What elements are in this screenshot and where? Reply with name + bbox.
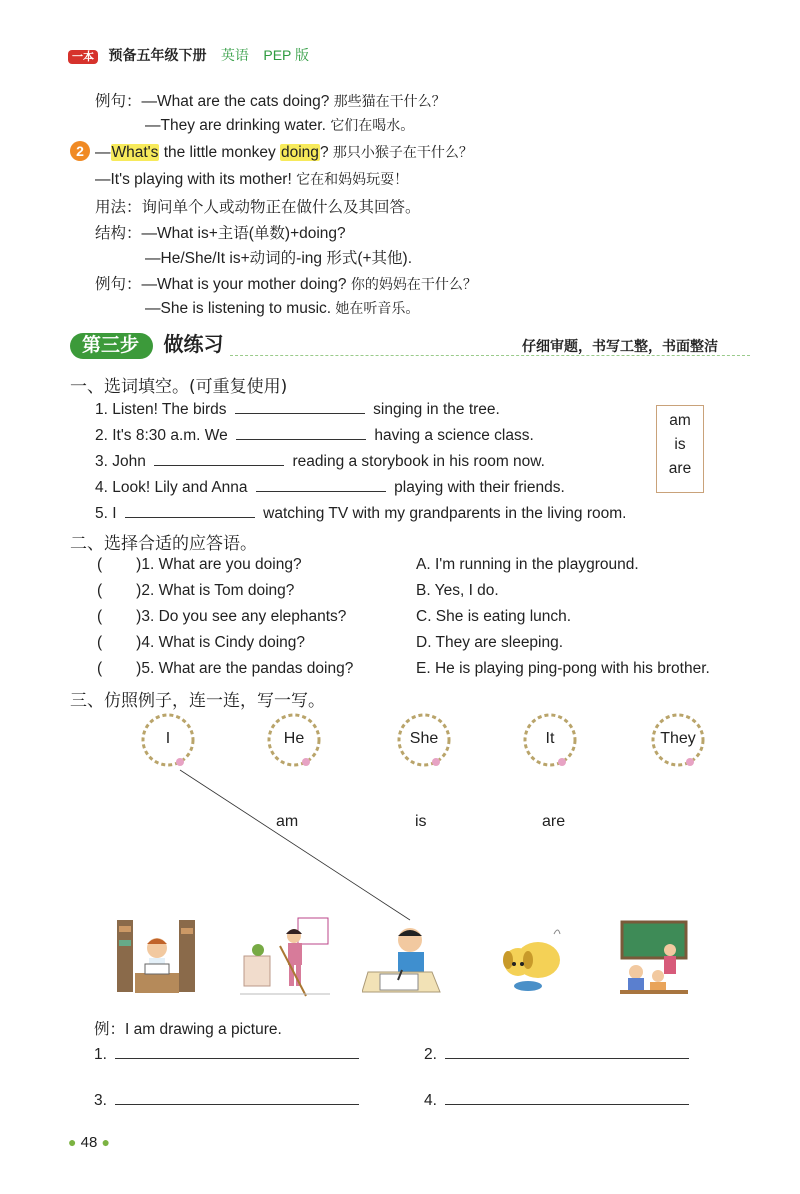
line-number: 3. [94, 1092, 107, 1109]
classroom-icon [620, 920, 688, 998]
example-answer-cn: 它们在喝水。 [330, 118, 415, 134]
write-line-4 [424, 1090, 689, 1110]
pronoun-He[interactable]: He [283, 730, 305, 747]
picture-class[interactable] [620, 920, 688, 998]
answer-paren[interactable]: ( [97, 660, 103, 677]
section2-title: 二、选择合适的应答语。 [70, 534, 257, 554]
line-number: 4. [424, 1092, 437, 1109]
sweeping-icon [240, 916, 330, 998]
section1-title: 一、选词填空。(可重复使用) [70, 377, 288, 397]
section3-title: 三、仿照例子，连一连，写一写。 [70, 691, 325, 711]
example-question: —What are the cats doing? [141, 93, 330, 110]
wreath-I [140, 712, 200, 777]
choice-question: )1. What are you doing? [136, 556, 302, 573]
picture-sweeping-girl[interactable] [240, 916, 330, 998]
choice-answer-A: A. I'm running in the playground. [416, 556, 639, 573]
line-number: 1. [94, 1046, 107, 1063]
wreath-She [396, 712, 456, 777]
fill-pre: 3. John [95, 453, 146, 470]
page-number: 48 [80, 1134, 98, 1151]
picture-drawing-boy[interactable] [362, 920, 444, 998]
fill-post: watching TV with my grandparents in the living room. [263, 505, 627, 522]
book-logo: 一本 [68, 50, 98, 64]
step-motto: 仔细审题，书写工整，书面整洁 [522, 339, 718, 355]
answer-paren[interactable]: ( [97, 634, 103, 651]
line-number: 2. [424, 1046, 437, 1063]
word-are: are [668, 460, 692, 477]
write-input-3[interactable] [115, 1090, 359, 1105]
example-q-2-cn: 你的妈妈在干什么？ [350, 277, 477, 293]
choice-question: )4. What is Cindy doing? [136, 634, 306, 651]
answer-paren[interactable]: ( [97, 556, 103, 573]
choice-question: )2. What is Tom doing? [136, 582, 295, 599]
example-label-2: 例句： [95, 276, 142, 293]
structure-line-2: —He/She/It is+动词的-ing 形式(+其他). [145, 250, 413, 267]
page-footer [68, 1134, 110, 1151]
choice-answer-E: E. He is playing ping-pong with his brother. [416, 660, 710, 677]
verb-am[interactable]: am [276, 813, 299, 830]
edition: PEP 版 [263, 47, 310, 63]
pronoun-They[interactable]: They [660, 730, 696, 747]
question-mid: the little monkey [159, 144, 280, 161]
choice-answer-B: B. Yes, I do. [416, 582, 499, 599]
verb-is[interactable]: is [415, 813, 427, 830]
highlight-doing: doing [281, 144, 319, 161]
fill-pre: 5. I [95, 505, 117, 522]
section3-example: 例：I am drawing a picture. [94, 1021, 282, 1038]
dog-icon [498, 920, 564, 996]
bullet-icon: ● [68, 1134, 77, 1150]
wreath-He [266, 712, 326, 777]
choice-answer-D: D. They are sleeping. [416, 634, 564, 651]
wreath-They [650, 712, 710, 777]
point2-question-cn: 那只小猴子在干什么？ [332, 145, 473, 161]
write-line-3 [94, 1090, 359, 1110]
answer-paren[interactable]: ( [97, 608, 103, 625]
fill-pre: 2. It's 8:30 a.m. We [95, 427, 228, 444]
write-input-4[interactable] [445, 1090, 689, 1105]
write-line-1 [94, 1044, 359, 1064]
step-pill: 第三步 [70, 333, 153, 359]
pronoun-She[interactable]: She [409, 730, 439, 747]
subject: 英语 [220, 47, 249, 63]
picture-eating-dog[interactable] [498, 920, 564, 996]
question-mark: ? [319, 144, 329, 161]
structure-1: —What is+主语(单数)+doing? [141, 225, 346, 242]
answer-paren[interactable]: ( [97, 582, 103, 599]
drawing-icon [362, 920, 444, 998]
usage-text: 询问单个人或动物正在做什么及其回答。 [141, 199, 421, 216]
pronoun-It[interactable]: It [545, 730, 555, 747]
write-input-1[interactable] [115, 1044, 359, 1059]
word-am: am [669, 412, 691, 429]
fill-post: singing in the tree. [373, 401, 500, 418]
choice-question: )3. Do you see any elephants? [136, 608, 347, 625]
write-line-2 [424, 1044, 689, 1064]
fill-post: playing with their friends. [394, 479, 565, 496]
example-label: 例句： [95, 93, 142, 110]
picture-reading-boy[interactable] [117, 918, 197, 996]
wreath-It [522, 712, 582, 777]
fill-pre: 1. Listen! The birds [95, 401, 227, 418]
example-answer: —They are drinking water. [145, 117, 326, 134]
write-input-2[interactable] [445, 1044, 689, 1059]
reading-icon [117, 918, 197, 996]
answer-text: —It's playing with its mother! [95, 171, 292, 188]
example-q-2: —What is your mother doing? [141, 276, 347, 293]
pronoun-I[interactable]: I [165, 730, 171, 747]
structure-label: 结构： [95, 225, 142, 242]
answer-cn: 它在和妈妈玩耍！ [296, 172, 409, 188]
example-a-2: —She is listening to music. [145, 300, 332, 317]
usage-label: 用法： [95, 199, 142, 216]
example-a-2-cn: 她在听音乐。 [335, 301, 420, 317]
dash: — [95, 144, 111, 161]
point-number-badge: 2 [70, 141, 90, 161]
bullet-icon: ● [101, 1134, 110, 1150]
book-title: 预备五年级下册 [108, 47, 207, 63]
choice-answer-C: C. She is eating lunch. [416, 608, 572, 625]
highlight-whats: What's [111, 144, 159, 161]
fill-post: reading a storybook in his room now. [292, 453, 545, 470]
example-question-cn: 那些猫在干什么？ [333, 94, 446, 110]
fill-pre: 4. Look! Lily and Anna [95, 479, 248, 496]
verb-are[interactable]: are [542, 813, 566, 830]
step-title: 做练习 [163, 334, 224, 356]
word-is: is [674, 436, 686, 453]
choice-question: )5. What are the pandas doing? [136, 660, 354, 677]
example-match-line [180, 770, 410, 920]
fill-post: having a science class. [374, 427, 534, 444]
